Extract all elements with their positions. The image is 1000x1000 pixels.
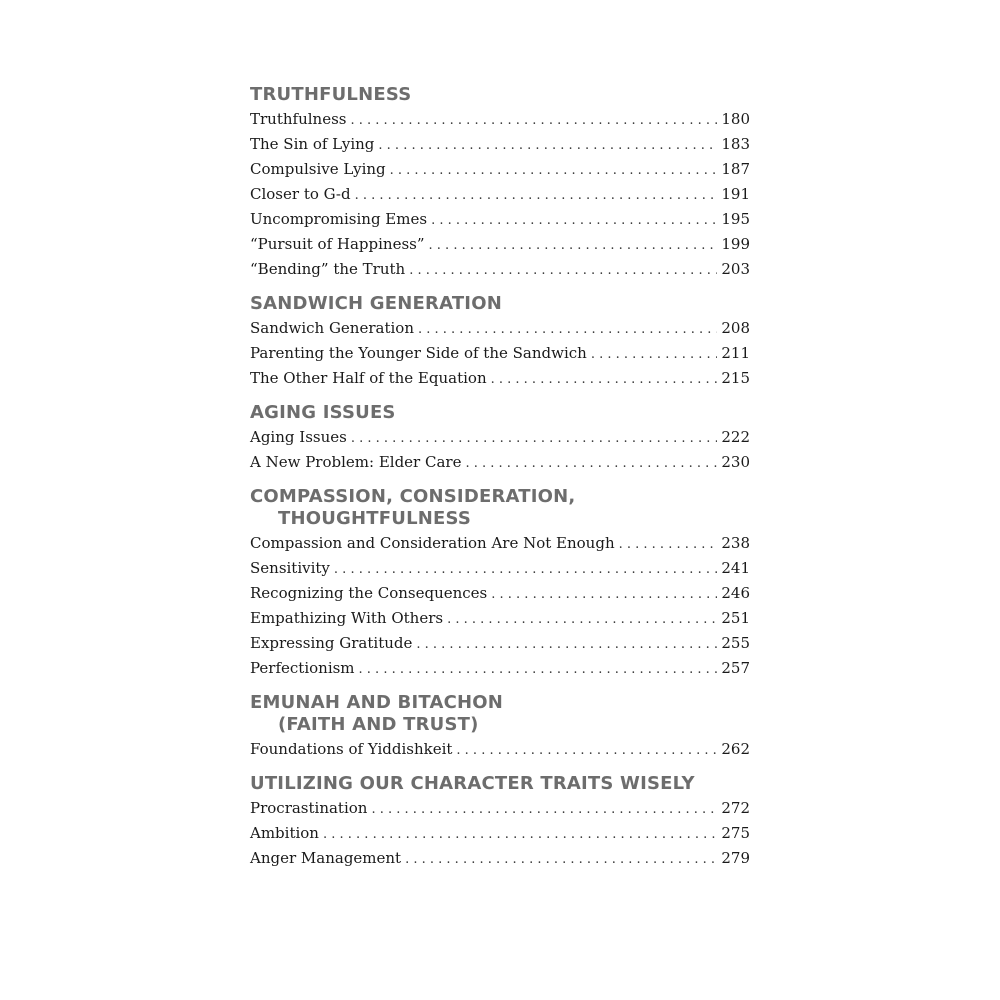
toc-entry-label: “Bending” the Truth xyxy=(250,260,406,278)
toc-entry-page-number: 187 xyxy=(721,160,750,178)
toc-entry-page-number: 195 xyxy=(721,210,750,228)
dot-leader xyxy=(390,163,718,178)
toc-entry-list xyxy=(250,319,750,394)
toc-entry-label: Truthfulness xyxy=(250,110,347,128)
section-title xyxy=(250,402,750,424)
dot-leader xyxy=(405,852,717,867)
section-title-line: TRUTHFULNESS xyxy=(250,84,412,105)
toc-entry-label: Empathizing With Others xyxy=(250,609,444,627)
toc-entry-page-number: 199 xyxy=(721,235,750,253)
toc-entry xyxy=(250,428,750,453)
toc-entry-label: Ambition xyxy=(250,824,319,842)
toc-entry-label: Closer to G-d xyxy=(250,185,351,203)
toc-entry-label: The Sin of Lying xyxy=(250,135,375,153)
section-title-line: THOUGHTFULNESS xyxy=(278,508,472,529)
toc-entry-page-number: 251 xyxy=(721,609,750,627)
toc-section xyxy=(250,692,750,765)
dot-leader xyxy=(619,537,718,552)
toc-section xyxy=(250,773,750,874)
toc-entry-page-number: 215 xyxy=(721,369,750,387)
toc-entry-page-number: 257 xyxy=(721,659,750,677)
toc-entry xyxy=(250,824,750,849)
toc-section xyxy=(250,402,750,478)
toc-entry-page-number: 272 xyxy=(721,799,750,817)
toc-entry xyxy=(250,260,750,285)
toc-entry-label: Compulsive Lying xyxy=(250,160,386,178)
toc-entry-page-number: 183 xyxy=(721,135,750,153)
toc-entry-label: Expressing Gratitude xyxy=(250,634,413,652)
toc-entry-page-number: 275 xyxy=(721,824,750,842)
dot-leader xyxy=(431,213,717,228)
toc-entry-list xyxy=(250,740,750,765)
toc-entry-list xyxy=(250,428,750,478)
toc-entry-list xyxy=(250,534,750,684)
toc-entry-page-number: 211 xyxy=(721,344,750,362)
toc-entry-label: The Other Half of the Equation xyxy=(250,369,487,387)
dot-leader xyxy=(323,827,717,842)
toc-entry-page-number: 238 xyxy=(721,534,750,552)
toc-entry-label: Foundations of Yiddishkeit xyxy=(250,740,453,758)
toc-entry-page-number: 241 xyxy=(721,559,750,577)
dot-leader xyxy=(378,138,717,153)
section-title xyxy=(250,692,750,736)
toc-entry xyxy=(250,135,750,160)
section-title-line: SANDWICH GENERATION xyxy=(250,293,502,314)
toc-entry-label: Aging Issues xyxy=(250,428,347,446)
toc-entry xyxy=(250,740,750,765)
toc-entry-label: Sensitivity xyxy=(250,559,330,577)
dot-leader xyxy=(491,372,718,387)
toc-entry xyxy=(250,659,750,684)
toc-entry-page-number: 246 xyxy=(721,584,750,602)
toc-entry xyxy=(250,369,750,394)
dot-leader xyxy=(359,662,718,677)
section-title-line: AGING ISSUES xyxy=(250,402,396,423)
toc-entry-label: Anger Management xyxy=(250,849,402,867)
dot-leader xyxy=(418,322,717,337)
toc-entry xyxy=(250,453,750,478)
dot-leader xyxy=(334,562,717,577)
toc-entry xyxy=(250,344,750,369)
section-title-line: UTILIZING OUR CHARACTER TRAITS WISELY xyxy=(250,773,695,794)
table-of-contents xyxy=(250,84,750,882)
dot-leader xyxy=(416,637,717,652)
dot-leader xyxy=(371,802,717,817)
toc-entry-page-number: 230 xyxy=(721,453,750,471)
toc-entry-page-number: 262 xyxy=(721,740,750,758)
toc-entry xyxy=(250,185,750,210)
dot-leader xyxy=(456,743,717,758)
toc-entry-label: A New Problem: Elder Care xyxy=(250,453,462,471)
toc-section xyxy=(250,486,750,684)
toc-entry-page-number: 255 xyxy=(721,634,750,652)
toc-entry-page-number: 222 xyxy=(721,428,750,446)
toc-section xyxy=(250,84,750,285)
toc-entry-label: Procrastination xyxy=(250,799,368,817)
dot-leader xyxy=(491,587,717,602)
dot-leader xyxy=(355,188,718,203)
toc-entry-label: Recognizing the Consequences xyxy=(250,584,488,602)
toc-entry xyxy=(250,849,750,874)
toc-entry-label: “Pursuit of Happiness” xyxy=(250,235,425,253)
toc-entry-page-number: 279 xyxy=(721,849,750,867)
toc-entry-label: Sandwich Generation xyxy=(250,319,414,337)
toc-entry xyxy=(250,235,750,260)
section-title-line: COMPASSION, CONSIDERATION, xyxy=(250,486,576,507)
section-title-line: (FAITH AND TRUST) xyxy=(278,714,479,735)
dot-leader xyxy=(447,612,717,627)
toc-entry-page-number: 203 xyxy=(721,260,750,278)
toc-entry xyxy=(250,609,750,634)
dot-leader xyxy=(351,431,718,446)
toc-entry xyxy=(250,319,750,344)
toc-entry xyxy=(250,110,750,135)
toc-entry xyxy=(250,559,750,584)
section-title xyxy=(250,84,750,106)
section-title xyxy=(250,773,750,795)
section-title xyxy=(250,486,750,530)
toc-entry-page-number: 191 xyxy=(721,185,750,203)
toc-entry-label: Perfectionism xyxy=(250,659,355,677)
toc-entry xyxy=(250,534,750,559)
dot-leader xyxy=(429,238,718,253)
dot-leader xyxy=(465,456,717,471)
dot-leader xyxy=(591,347,718,362)
toc-entry xyxy=(250,160,750,185)
toc-entry-page-number: 180 xyxy=(721,110,750,128)
toc-entry-label: Uncompromising Emes xyxy=(250,210,428,228)
dot-leader xyxy=(409,263,717,278)
toc-entry xyxy=(250,584,750,609)
dot-leader xyxy=(350,113,717,128)
toc-entry-label: Compassion and Consideration Are Not Enough xyxy=(250,534,615,552)
toc-entry xyxy=(250,799,750,824)
toc-entry-list xyxy=(250,110,750,285)
toc-entry-page-number: 208 xyxy=(721,319,750,337)
toc-section xyxy=(250,293,750,394)
section-title xyxy=(250,293,750,315)
toc-entry-list xyxy=(250,799,750,874)
toc-entry xyxy=(250,210,750,235)
section-title-line: EMUNAH AND BITACHON xyxy=(250,692,504,713)
toc-entry xyxy=(250,634,750,659)
toc-entry-label: Parenting the Younger Side of the Sandwich xyxy=(250,344,587,362)
